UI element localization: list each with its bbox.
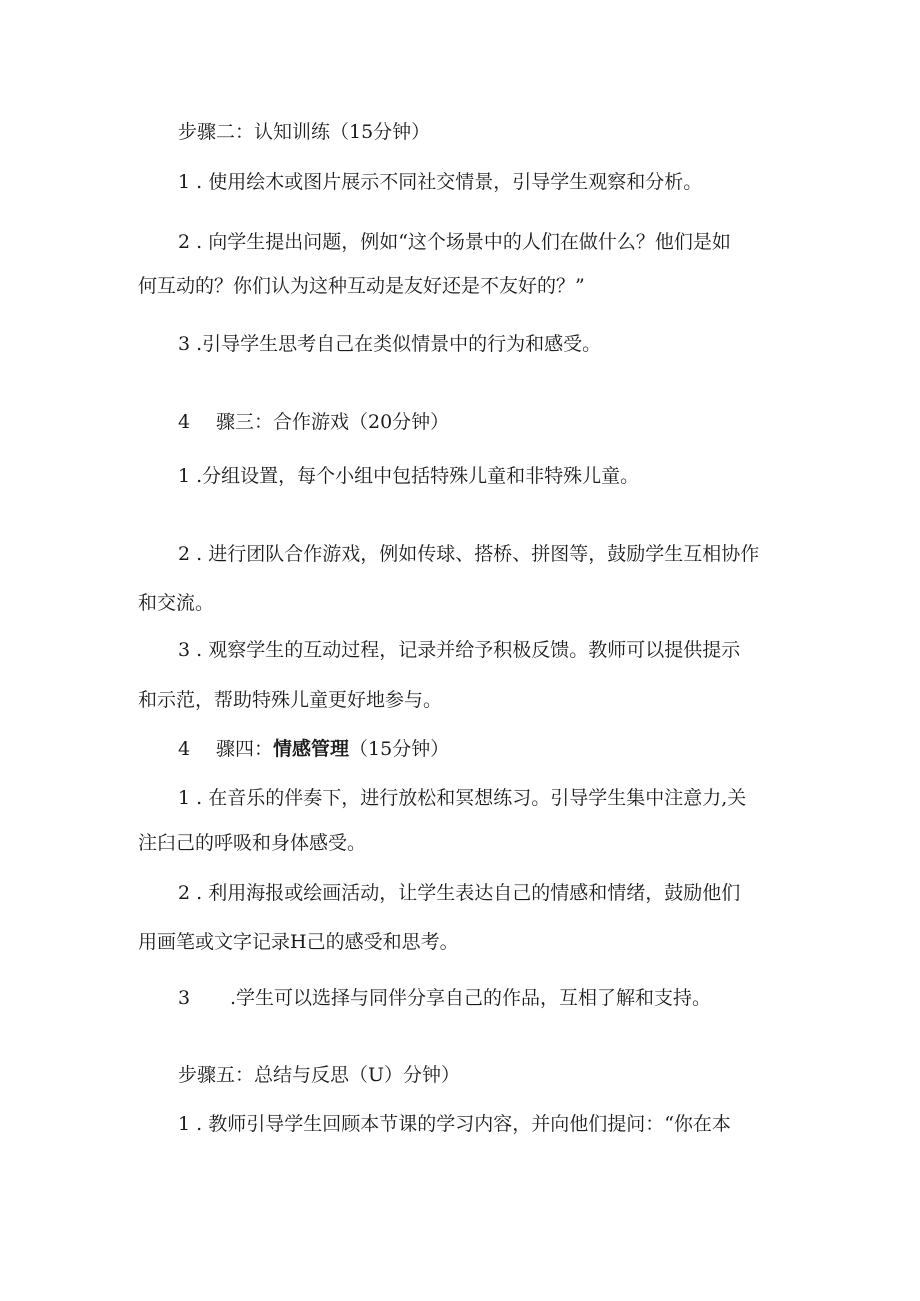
step4-heading-bold: 情感管理 [273, 738, 350, 760]
step3-item-2-line1: 2 . 进行团队合作游戏，例如传球、搭桥、拼图等，鼓励学生互相协作 [178, 543, 760, 565]
step5-item-1: 1 . 教师引导学生回顾本节课的学习内容，并向他们提问：“你在本 [178, 1113, 731, 1135]
step3-item-3-line1: 3 . 观察学生的互动过程，记录并给予积极反馈。教师可以提供提示 [178, 639, 741, 661]
step2-heading: 步骤二：认知训练（15分钟） [178, 121, 431, 143]
step4-item-3-text: .学生可以选择与同伴分享自己的作品，互相了解和支持。 [230, 987, 712, 1009]
step3-item-3-line2: 和示范，帮助特殊儿童更好地参与。 [138, 689, 443, 711]
step4-heading-number: 4 [178, 738, 191, 760]
step5-heading: 步骤五：总结与反思（U）分钟） [178, 1064, 461, 1086]
step4-item-3-number: 3 [178, 987, 191, 1009]
step3-heading-number: 4 [178, 411, 191, 433]
step4-heading [178, 735, 449, 763]
step4-item-2-line1: 2 . 利用海报或绘画活动，让学生表达自己的情感和情绪，鼓励他们 [178, 882, 741, 904]
step2-item-3: 3 .引导学生思考自己在类似情景中的行为和感受。 [178, 333, 602, 355]
step2-item-2-line1: 2 . 向学生提出问题，例如“这个场景中的人们在做什么？他们是如 [178, 231, 731, 253]
step2-item-1: 1 . 使用绘木或图片展示不同社交情景，引导学生观察和分析。 [178, 171, 703, 193]
step4-item-3 [178, 984, 711, 1012]
step4-item-1-line1: 1 . 在音乐的伴奏下，进行放松和冥想练习。引导学生集中注意力,关 [178, 787, 747, 809]
step3-item-2-line2: 和交流。 [138, 592, 215, 614]
step3-heading [178, 408, 449, 436]
step4-item-1-line2: 注臼己的呼吸和身体感受。 [138, 832, 367, 854]
step4-item-2-line2: 用画笔或文字记录H己的感受和思考。 [138, 931, 459, 953]
step3-heading-text: 骤三：合作游戏（20分钟） [216, 411, 450, 433]
step4-heading-pre: 骤四： [216, 738, 274, 760]
step4-heading-post: （15分钟） [349, 738, 450, 760]
step3-item-1: 1 .分组设置，每个小组中包括特殊儿童和非特殊儿童。 [178, 465, 640, 487]
step2-item-2-line2: 何互动的？你们认为这种互动是友好还是不友好的？” [138, 275, 585, 297]
